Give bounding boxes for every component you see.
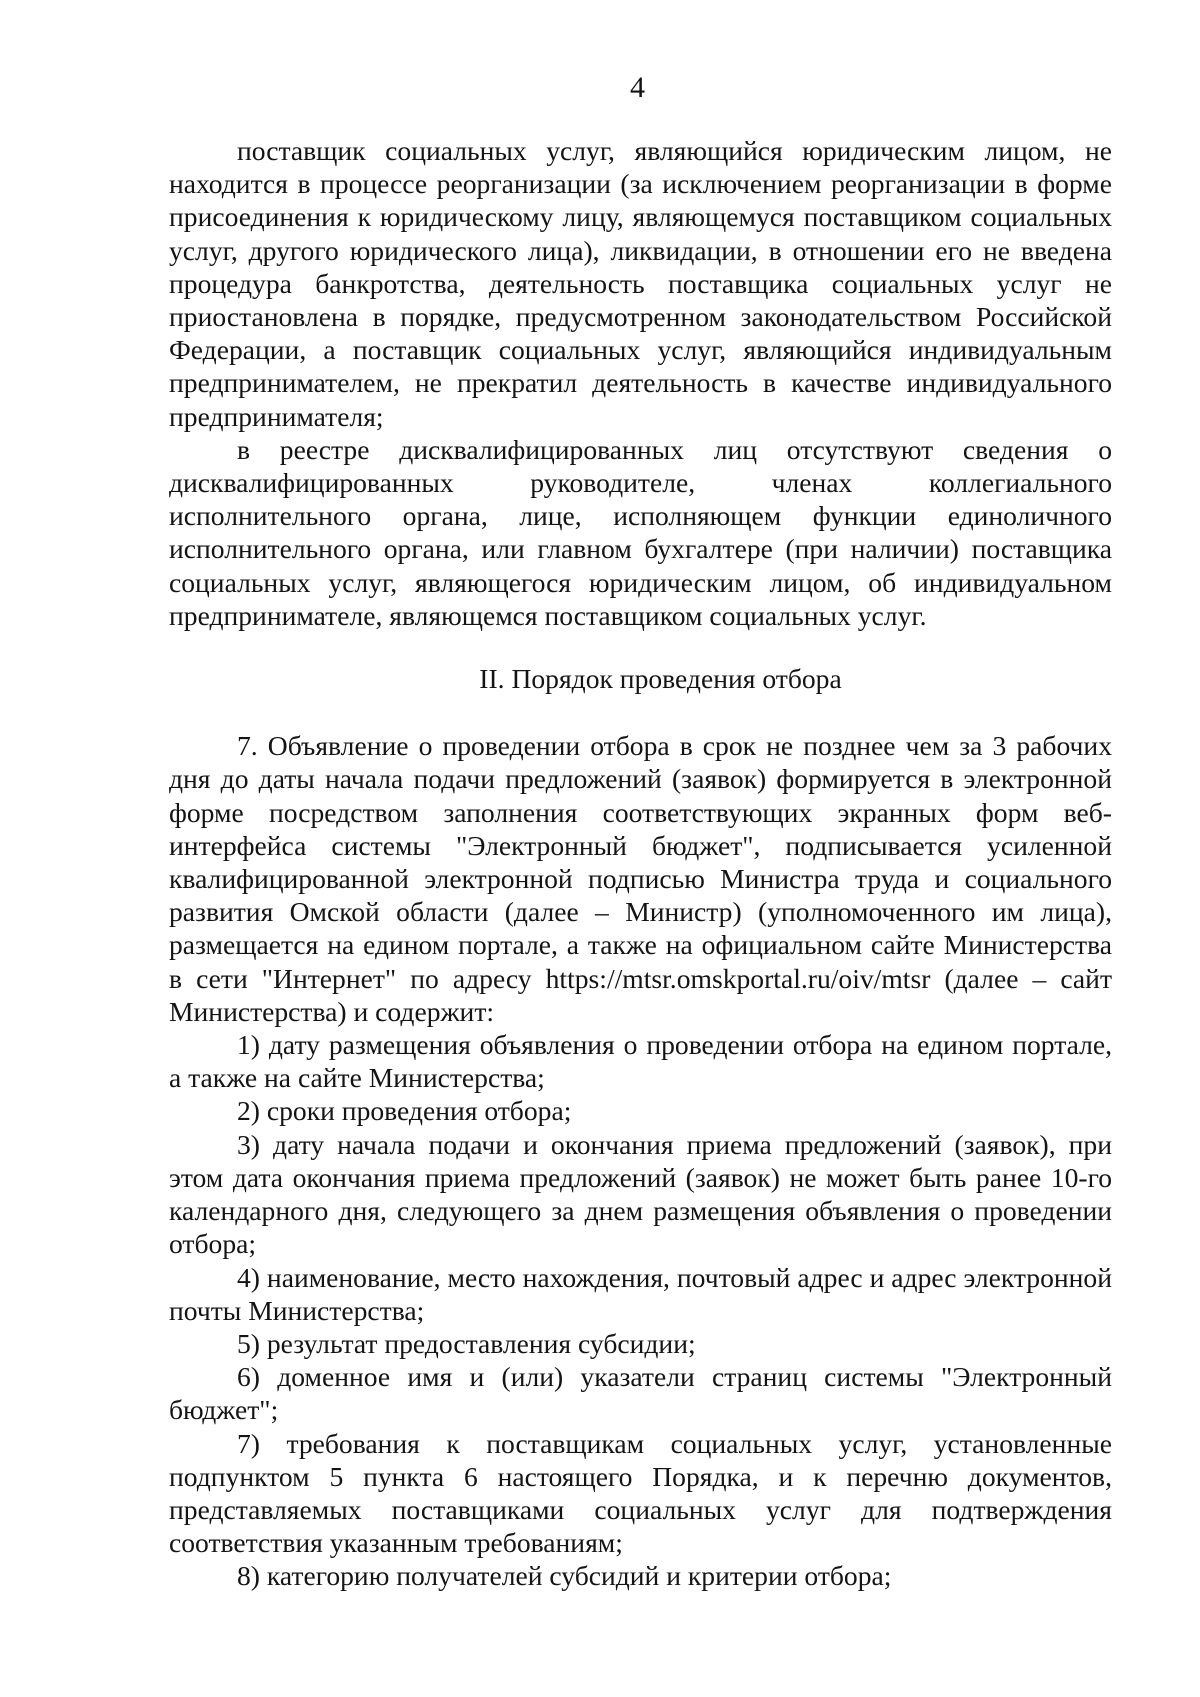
list-item-2-selection-terms: 2) сроки проведения отбора; (237, 1095, 572, 1127)
section-title: II. Порядок проведения отбора (479, 663, 842, 695)
list-item-4-ministry-address: 4) наименование, место нахождения, почтовый адрес и адрес электронной почты Министерства; (169, 1261, 1112, 1326)
page-number: 4 (630, 71, 645, 104)
list-item-1-date-of-publication: 1) дату размещения объявления о проведении отбора на едином портале, а также на сайте Министерства; (169, 1029, 1112, 1094)
paragraph-legal-entity-requirements: поставщик социальных услуг, являющийся юридическим лицом, не находится в процессе реорганизации (за исключением реорганизации в форме присоединения к юридическому лицу, являющемуся поставщиком социальных услуг, другого юридического лица), ликвидации, в отношении его не введена процедура банкротства, деятельность поставщика социальных услуг не приостановлена в порядке, предусмотренном законодательством Российской Федерации, а поставщик социальных услуг, являющийся индивидуальным предпринимателем, не прекратил деятельность в качестве индивидуального предпринимателя; (169, 135, 1112, 432)
list-item-8-recipient-category: 8) категорию получателей субсидий и критерии отбора; (237, 1560, 892, 1592)
paragraph-item-7-announcement: 7. Объявление о проведении отбора в срок не позднее чем за 3 рабочих дня до даты начала подачи предложений (заявок) формируется в электронной форме посредством заполнения соответствующих экранных форм веб-интерфейса системы "Электронный бюджет", подписывается усиленной квалифицированной электронной подписью Министра труда и социального развития Омской области (далее – Министр) (уполномоченного им лица), размещается на едином портале, а также на официальном сайте Министерства в сети "Интернет" по адресу https://mtsr.omskportal.ru/oiv/mtsr (далее – сайт Министерства) и содержит: (169, 730, 1112, 1027)
list-item-5-subsidy-result: 5) результат предоставления субсидии; (237, 1327, 696, 1359)
list-item-6-domain-name: 6) доменное имя и (или) указатели страниц системы "Электронный бюджет"; (169, 1361, 1112, 1426)
paragraph-disqualified-persons-registry: в реестре дисквалифицированных лиц отсутствуют сведения о дисквалифицированных руководителе, членах коллегиального исполнительного органа, лице, исполняющем функции единоличного исполнительного органа, или главном бухгалтере (при наличии) поставщика социальных услуг, являющегося юридическим лицом, об индивидуальном предпринимателе, являющемся поставщиком социальных услуг. (169, 433, 1112, 631)
document-body (169, 134, 1112, 1593)
list-item-3-submission-dates: 3) дату начала подачи и окончания приема предложений (заявок), при этом дата окончания приема предложений (заявок) не может быть ранее 10-го календарного дня, следующего за днем размещения объявления о проведении отбора; (169, 1128, 1112, 1260)
list-item-7-provider-requirements: 7) требования к поставщикам социальных услуг, установленные подпунктом 5 пункта 6 настоящего Порядка, и к перечню документов, представляемых поставщиками социальных услуг для подтверждения соответствия указанным требованиям; (169, 1427, 1112, 1559)
